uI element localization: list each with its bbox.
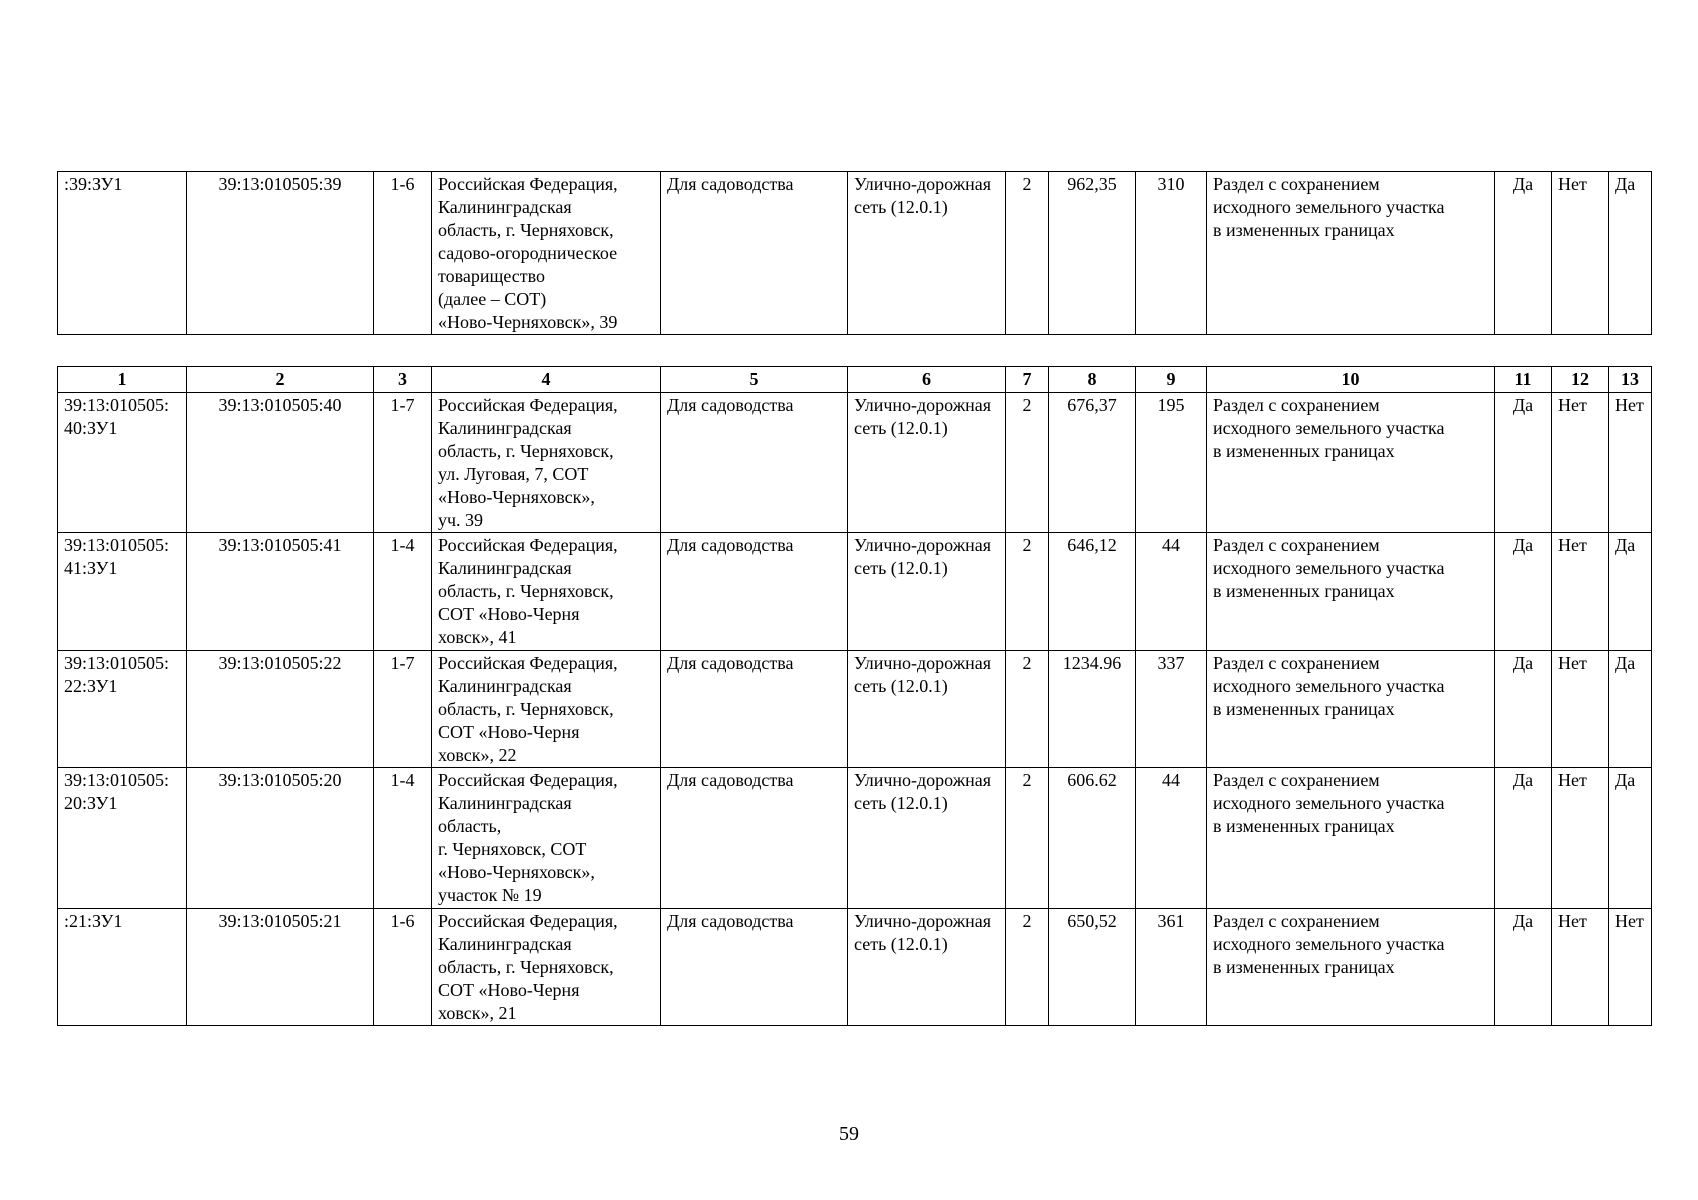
cell-points: 1-4 xyxy=(374,768,432,909)
cell-new-plot-id: 39:13:010505: 22:ЗУ1 xyxy=(58,651,187,768)
cell-method: Раздел с сохранением исходного земельного участка в измененных границах xyxy=(1207,172,1495,335)
plots-table xyxy=(57,366,1652,1026)
cell-cadastral-number: 39:13:010505:21 xyxy=(187,909,374,1026)
column-header: 10 xyxy=(1207,367,1495,393)
cell-permitted-use: Для садоводства xyxy=(661,909,848,1026)
cell-cadastral-number: 39:13:010505:41 xyxy=(187,533,374,651)
cell-points: 1-7 xyxy=(374,651,432,768)
cell-points: 1-6 xyxy=(374,172,432,335)
cell-area: 650,52 xyxy=(1049,909,1136,1026)
page-number: 59 xyxy=(839,1123,859,1145)
cell-area: 606.62 xyxy=(1049,768,1136,909)
cell-col9: 337 xyxy=(1136,651,1207,768)
table-row xyxy=(58,909,1652,1026)
cell-permitted-use: Для садоводства xyxy=(661,651,848,768)
cell-col9: 44 xyxy=(1136,768,1207,909)
cell-col11: Да xyxy=(1495,651,1552,768)
cell-new-use: Улично-дорожная сеть (12.0.1) xyxy=(848,172,1006,335)
cell-col7: 2 xyxy=(1006,172,1049,335)
cell-col9: 361 xyxy=(1136,909,1207,1026)
cell-points: 1-4 xyxy=(374,533,432,651)
cell-col12: Нет xyxy=(1552,533,1609,651)
cell-col9: 195 xyxy=(1136,393,1207,533)
cell-col13: Да xyxy=(1609,651,1652,768)
column-header: 7 xyxy=(1006,367,1049,393)
table-row xyxy=(58,651,1652,768)
column-header: 9 xyxy=(1136,367,1207,393)
cell-col12: Нет xyxy=(1552,393,1609,533)
cell-col13: Да xyxy=(1609,768,1652,909)
cell-col9: 44 xyxy=(1136,533,1207,651)
cell-col12: Нет xyxy=(1552,768,1609,909)
cell-new-plot-id: :21:ЗУ1 xyxy=(58,909,187,1026)
cell-new-plot-id: 39:13:010505: 40:ЗУ1 xyxy=(58,393,187,533)
cell-cadastral-number: 39:13:010505:40 xyxy=(187,393,374,533)
cell-method: Раздел с сохранением исходного земельного участка в измененных границах xyxy=(1207,768,1495,909)
column-header: 12 xyxy=(1552,367,1609,393)
table-row xyxy=(58,172,1652,335)
cell-col7: 2 xyxy=(1006,909,1049,1026)
cell-area: 646,12 xyxy=(1049,533,1136,651)
cell-new-plot-id: 39:13:010505: 41:ЗУ1 xyxy=(58,533,187,651)
column-header: 1 xyxy=(58,367,187,393)
cell-new-use: Улично-дорожная сеть (12.0.1) xyxy=(848,393,1006,533)
cell-address: Российская Федерация, Калининградская область, г. Черняховск, СОТ «Ново-Черняховск», участок № 19 xyxy=(432,768,661,909)
table-row xyxy=(58,768,1652,909)
cell-area: 676,37 xyxy=(1049,393,1136,533)
cell-cadastral-number: 39:13:010505:39 xyxy=(187,172,374,335)
cell-permitted-use: Для садоводства xyxy=(661,533,848,651)
cell-new-use: Улично-дорожная сеть (12.0.1) xyxy=(848,768,1006,909)
cell-col12: Нет xyxy=(1552,172,1609,335)
cell-col7: 2 xyxy=(1006,533,1049,651)
column-header: 13 xyxy=(1609,367,1652,393)
cell-permitted-use: Для садоводства xyxy=(661,172,848,335)
column-header: 3 xyxy=(374,367,432,393)
cell-address: Российская Федерация, Калининградская область, г. Черняховск, СОТ «Ново-Черня ховск», 22 xyxy=(432,651,661,768)
cell-new-plot-id: :39:ЗУ1 xyxy=(58,172,187,335)
cell-col11: Да xyxy=(1495,393,1552,533)
cell-col11: Да xyxy=(1495,172,1552,335)
cell-col13: Да xyxy=(1609,172,1652,335)
cell-cadastral-number: 39:13:010505:22 xyxy=(187,651,374,768)
cell-col11: Да xyxy=(1495,768,1552,909)
cell-method: Раздел с сохранением исходного земельного участка в измененных границах xyxy=(1207,533,1495,651)
column-header: 4 xyxy=(432,367,661,393)
cell-permitted-use: Для садоводства xyxy=(661,768,848,909)
cell-col11: Да xyxy=(1495,909,1552,1026)
cell-col7: 2 xyxy=(1006,768,1049,909)
cell-col12: Нет xyxy=(1552,909,1609,1026)
cell-area: 1234.96 xyxy=(1049,651,1136,768)
table-header-row xyxy=(58,367,1652,393)
cell-col13: Нет xyxy=(1609,393,1652,533)
column-header: 5 xyxy=(661,367,848,393)
cell-points: 1-7 xyxy=(374,393,432,533)
cell-method: Раздел с сохранением исходного земельного участка в измененных границах xyxy=(1207,393,1495,533)
cell-col7: 2 xyxy=(1006,651,1049,768)
column-header: 11 xyxy=(1495,367,1552,393)
cell-method: Раздел с сохранением исходного земельного участка в измененных границах xyxy=(1207,909,1495,1026)
cell-cadastral-number: 39:13:010505:20 xyxy=(187,768,374,909)
cell-col11: Да xyxy=(1495,533,1552,651)
table-row xyxy=(58,393,1652,533)
cell-address: Российская Федерация, Калининградская область, г. Черняховск, ул. Луговая, 7, СОТ «Ново-Черняховск», уч. 39 xyxy=(432,393,661,533)
cell-area: 962,35 xyxy=(1049,172,1136,335)
column-header: 6 xyxy=(848,367,1006,393)
cell-points: 1-6 xyxy=(374,909,432,1026)
cell-new-use: Улично-дорожная сеть (12.0.1) xyxy=(848,909,1006,1026)
cell-new-plot-id: 39:13:010505: 20:ЗУ1 xyxy=(58,768,187,909)
cell-address: Российская Федерация, Калининградская область, г. Черняховск, СОТ «Ново-Черня ховск», 41 xyxy=(432,533,661,651)
cell-col9: 310 xyxy=(1136,172,1207,335)
cell-col12: Нет xyxy=(1552,651,1609,768)
cell-address: Российская Федерация, Калининградская область, г. Черняховск, садово-огородническое товарищество (далее – СОТ) «Ново-Черняховск», 39 xyxy=(432,172,661,335)
column-header: 8 xyxy=(1049,367,1136,393)
cell-col7: 2 xyxy=(1006,393,1049,533)
cell-col13: Нет xyxy=(1609,909,1652,1026)
cell-new-use: Улично-дорожная сеть (12.0.1) xyxy=(848,533,1006,651)
continued-table-fragment xyxy=(57,171,1652,335)
cell-col13: Да xyxy=(1609,533,1652,651)
cell-method: Раздел с сохранением исходного земельного участка в измененных границах xyxy=(1207,651,1495,768)
column-header: 2 xyxy=(187,367,374,393)
cell-address: Российская Федерация, Калининградская область, г. Черняховск, СОТ «Ново-Черня ховск», 21 xyxy=(432,909,661,1026)
table-row xyxy=(58,533,1652,651)
cell-new-use: Улично-дорожная сеть (12.0.1) xyxy=(848,651,1006,768)
cell-permitted-use: Для садоводства xyxy=(661,393,848,533)
